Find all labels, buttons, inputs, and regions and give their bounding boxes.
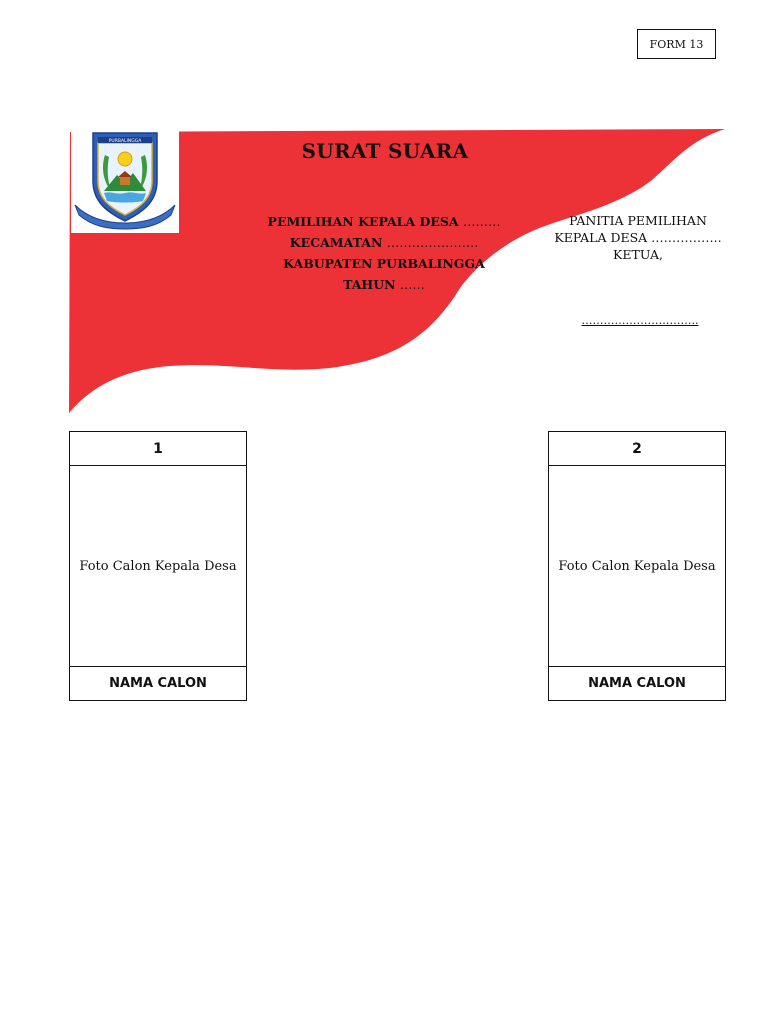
signature-line: ………………………….. bbox=[581, 314, 699, 327]
regency-label: KABUPATEN PURBALINGGA bbox=[283, 256, 485, 271]
election-info-line bbox=[236, 274, 532, 295]
form-number-label: FORM 13 bbox=[649, 37, 704, 51]
ballot-title: SURAT SUARA bbox=[301, 139, 469, 163]
committee-line: KEPALA DESA …………….. bbox=[554, 230, 722, 245]
candidate-photo-placeholder bbox=[549, 466, 725, 667]
coat-of-arms-icon bbox=[71, 131, 179, 233]
purbalingga-logo bbox=[71, 131, 179, 233]
election-info-line bbox=[236, 253, 532, 274]
committee-line: PANITIA PEMILIHAN bbox=[569, 213, 707, 228]
election-info bbox=[236, 211, 532, 295]
candidate-card-2[interactable] bbox=[548, 431, 726, 701]
candidate-number: 1 bbox=[70, 432, 246, 466]
district-label: KECAMATAN bbox=[289, 235, 383, 250]
committee-block bbox=[546, 212, 730, 263]
candidate-name: NAMA CALON bbox=[109, 675, 207, 691]
election-type-label: PEMILIHAN KEPALA DESA bbox=[267, 214, 459, 229]
committee-chair-label: KETUA, bbox=[613, 247, 663, 262]
candidate-number: 2 bbox=[549, 432, 725, 466]
candidate-photo-placeholder bbox=[70, 466, 246, 667]
district-dots: …………………. bbox=[386, 235, 479, 250]
year-label: TAHUN bbox=[343, 277, 396, 292]
election-info-line bbox=[236, 232, 532, 253]
candidate-card-1[interactable] bbox=[69, 431, 247, 701]
svg-text:PURBALINGGA: PURBALINGGA bbox=[108, 139, 142, 144]
election-info-line bbox=[236, 211, 532, 232]
election-type-dots: ……… bbox=[462, 214, 501, 229]
candidate-name: NAMA CALON bbox=[588, 675, 686, 691]
photo-placeholder-text: Foto Calon Kepala Desa bbox=[79, 558, 237, 574]
photo-placeholder-text: Foto Calon Kepala Desa bbox=[558, 558, 716, 574]
year-dots: …… bbox=[399, 277, 425, 292]
